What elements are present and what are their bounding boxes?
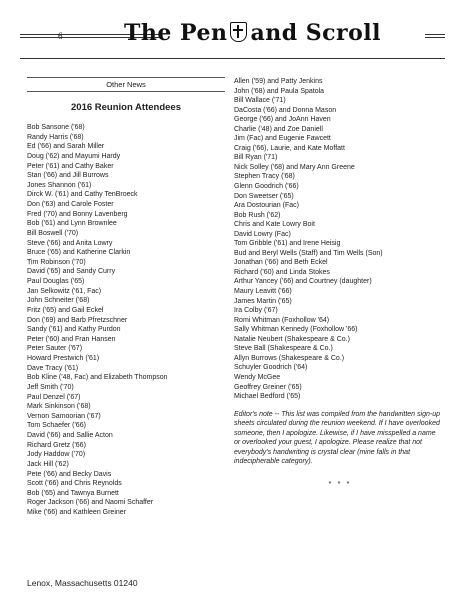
- attendee-item: Randy Harris ('68): [27, 133, 84, 141]
- attendee-item: Bob ('65) and Tawnya Burnett: [27, 489, 119, 497]
- attendee-item: George ('66) and JoAnn Haven: [234, 116, 331, 124]
- attendee-item: Don ('63) and Carole Foster: [27, 201, 114, 208]
- attendee-item: Mark Sinkinson ('68): [27, 403, 91, 411]
- attendee-item: Craig ('66), Laurie, and Kate Moffatt: [234, 144, 345, 152]
- title-part-1: The Pen: [124, 20, 228, 46]
- attendee-item: Doug ('62) and Mayumi Hardy: [27, 152, 121, 160]
- attendee-item: Peter Sauter ('67): [27, 345, 83, 353]
- attendee-item: Glenn Goodrich ('66): [234, 183, 299, 191]
- page-number: 6: [58, 31, 63, 41]
- attendee-item: Howard Prestwich ('61): [27, 355, 100, 362]
- attendee-item: Tom Gribble ('61) and Irene Heisig: [234, 240, 341, 248]
- attendee-item: Romi Whitman (Foxhollow '64): [234, 316, 330, 324]
- attendee-item: Peter ('61) and Cathy Baker: [27, 162, 114, 170]
- attendee-item: Jones Shannon ('61): [27, 181, 92, 189]
- attendee-item: Fritz ('65) and Gail Eckel: [27, 306, 104, 314]
- attendee-item: DaCosta ('66) and Donna Mason: [234, 106, 337, 114]
- attendee-list-left: [27, 123, 225, 518]
- attendee-item: Richard ('60) and Linda Stokes: [234, 268, 330, 276]
- attendee-item: Bob ('61) and Lynn Brownlee: [27, 220, 117, 228]
- attendee-item: Bill Ryan ('71): [234, 154, 278, 162]
- attendee-item: Sally Whitman Kennedy (Foxhollow '66): [234, 326, 358, 334]
- attendee-item: Fred ('70) and Bonny Lavenberg: [27, 210, 128, 218]
- attendee-item: Jack Hill ('62): [27, 460, 69, 468]
- attendee-item: Mike ('66) and Kathleen Greiner: [27, 509, 126, 516]
- attendee-item: Natalie Neubert (Shakespeare & Co.): [234, 335, 350, 343]
- attendee-item: Chris and Kate Lowry Boit: [234, 221, 315, 229]
- attendee-item: Sandy ('61) and Kathy Purdon: [27, 326, 121, 334]
- attendee-item: Jim (Fac) and Eugenie Fawcett: [234, 135, 331, 143]
- attendee-item: Roger Jackson ('66) and Naomi Schaffer: [27, 499, 154, 507]
- attendee-item: Paul Douglas ('65): [27, 278, 85, 285]
- masthead-rule-right: [425, 34, 445, 38]
- attendee-item: Geoffrey Greiner ('65): [234, 383, 302, 391]
- attendee-item: Pete ('66) and Becky Davis: [27, 470, 112, 478]
- attendee-item: David ('65) and Sandy Curry: [27, 268, 116, 276]
- attendee-item: Stephen Tracy ('68): [234, 173, 295, 181]
- attendee-item: Tom Schaefer ('66): [27, 422, 86, 430]
- newsletter-title: [124, 20, 381, 46]
- masthead-rule-bottom: [20, 58, 445, 59]
- crest-icon: [230, 22, 247, 42]
- attendee-item: Stan ('66) and Jill Burrows: [27, 172, 109, 180]
- attendee-item: Tim Robinson ('70): [27, 258, 86, 266]
- attendee-item: Dirck W. ('61) and Cathy TenBroeck: [27, 191, 138, 199]
- attendee-item: Peter ('60) and Fran Hansen: [27, 335, 116, 343]
- right-column: [234, 77, 446, 488]
- attendee-item: David Lowry (Fac): [234, 230, 291, 238]
- attendee-item: Bob Sansone ('68): [27, 124, 85, 131]
- attendee-item: Nick Solley ('68) and Mary Ann Greene: [234, 163, 355, 171]
- section-label: Other News: [27, 77, 225, 92]
- attendee-item: Jody Haddow ('70): [27, 451, 86, 459]
- attendee-item: Bruce ('65) and Katherine Clarkin: [27, 249, 131, 257]
- attendee-item: Bill Wallace ('71): [234, 97, 286, 105]
- separator: * * *: [328, 478, 352, 488]
- editor-note: Editor's note -- This list was compiled from the handwritten sign-up sheets circulated during the reunion weekend. If I have overlooked someone, then I apologize. Likewise, if I have misspelled a name or overlooked your guest, I apologize. Please realize that not everybody's handwriting is crystal clear (mine falls in that indecipherable category).: [234, 410, 440, 466]
- attendee-item: Scott ('66) and Chris Reynolds: [27, 480, 122, 488]
- masthead: [20, 22, 445, 58]
- article-heading: 2016 Reunion Attendees: [71, 102, 181, 113]
- attendee-item: Allen ('59) and Patty Jenkins: [234, 78, 323, 85]
- attendee-item: Maury Leavitt ('66): [234, 288, 292, 296]
- attendee-item: Schuyler Goodrich ('64): [234, 364, 308, 372]
- attendee-item: John ('68) and Paula Spatola: [234, 87, 325, 95]
- attendee-item: Steve ('66) and Anita Lowry: [27, 239, 113, 247]
- left-column: [27, 77, 225, 518]
- attendee-item: John Schneiter ('68): [27, 297, 90, 305]
- attendee-item: Don ('69) and Barb Pfretzschner: [27, 316, 128, 324]
- attendee-item: Don Sweetser ('65): [234, 192, 294, 200]
- attendee-item: Wendy McGee: [234, 373, 281, 381]
- attendee-item: Jan Selkowitz ('61, Fac): [27, 287, 102, 295]
- attendee-item: Dave Tracy ('61): [27, 364, 79, 372]
- attendee-list-right: [234, 77, 446, 402]
- attendee-item: Bob Kline ('48, Fac) and Elizabeth Thompson: [27, 374, 168, 382]
- footer-address: Lenox, Massachusetts 01240: [27, 578, 138, 588]
- attendee-item: Michael Bedford ('65): [234, 393, 301, 401]
- attendee-item: Jonathan ('66) and Beth Eckel: [234, 259, 328, 267]
- attendee-item: Richard Gretz ('66): [27, 441, 86, 449]
- attendee-item: Bill Boswell ('70): [27, 229, 79, 237]
- attendee-item: Ira Colby ('67): [234, 307, 278, 315]
- title-part-2: and Scroll: [250, 20, 382, 46]
- attendee-item: Ed ('66) and Sarah Miller: [27, 143, 105, 151]
- attendee-item: Arthur Yancey ('66) and Courtney (daughter): [234, 278, 372, 286]
- attendee-item: Charlie ('48) and Zoe Daniell: [234, 125, 323, 133]
- attendee-item: Bud and Beryl Wells (Staff) and Tim Wells (Son): [234, 249, 383, 257]
- attendee-item: James Martin ('65): [234, 297, 292, 305]
- attendee-item: Ara Dostourian (Fac): [234, 202, 299, 210]
- attendee-item: Paul Denzel ('67): [27, 393, 81, 401]
- attendee-item: Steve Ball (Shakespeare & Co.): [234, 345, 333, 353]
- attendee-item: Bob Rush ('62): [234, 211, 281, 219]
- attendee-item: Vernon Samoorian ('67): [27, 412, 101, 420]
- attendee-item: David ('66) and Sallie Acton: [27, 432, 113, 439]
- attendee-item: Jeff Smith ('70): [27, 383, 74, 391]
- attendee-item: Allyn Burrows (Shakespeare & Co.): [234, 354, 345, 362]
